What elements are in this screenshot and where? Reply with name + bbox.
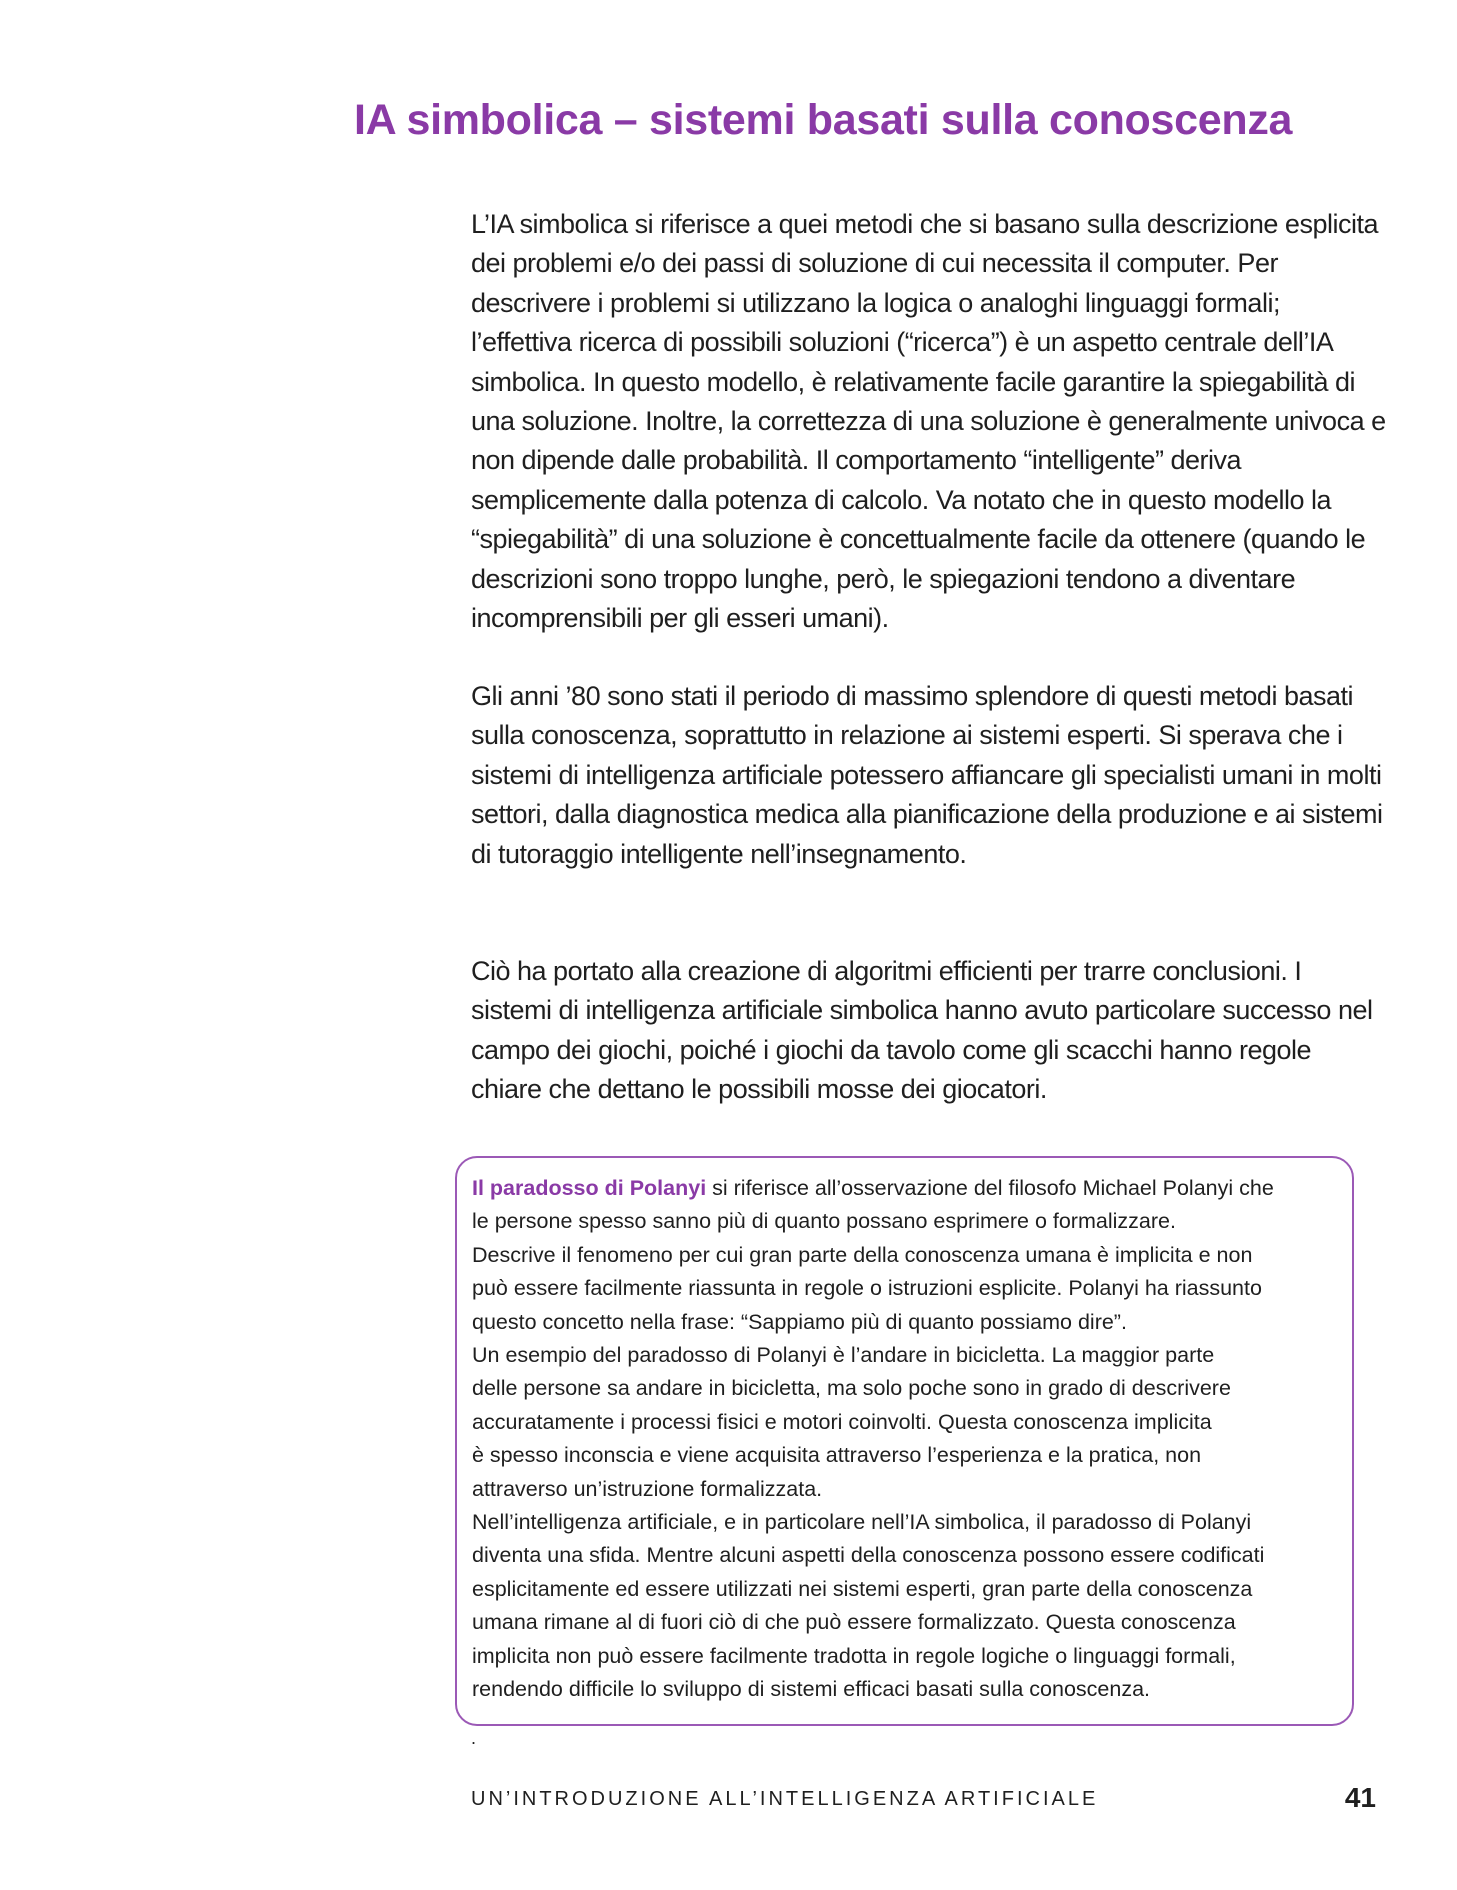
callout-line: accuratamente i processi fisici e motori coinvolti. Questa conoscenza implicita [472, 1409, 1212, 1434]
callout-line: le persone spesso sanno più di quanto possano esprimere o formalizzare. [472, 1209, 1176, 1234]
paragraph-games: Ciò ha portato alla creazione di algoritmi efficienti per trarre conclusioni. I sistemi di intelligenza artificiale simbolica hanno avuto particolare successo nel campo dei giochi, poiché i giochi da tavolo come gli scacchi hanno regole chiare che dettano le possibili mosse dei giocatori. [471, 956, 1373, 1105]
callout-line: implicita non può essere facilmente tradotta in regole logiche o linguaggi formali, [472, 1643, 1236, 1668]
page-number: 41 [1344, 1782, 1376, 1813]
paragraph-eighties: Gli anni ’80 sono stati il periodo di massimo splendore di questi metodi basati sulla conoscenza, soprattutto in relazione ai sistemi esperti. Si sperava che i sistemi di intelligenza artificiale potessero affiancare gli specialisti umani in molti settori, dalla diagnostica medica alla pianificazione della produzione e ai sistemi di tutoraggio intelligente nell’insegnamento. [471, 681, 1383, 869]
callout-line: diventa una sfida. Mentre alcuni aspetti della conoscenza possono essere codificati [472, 1543, 1265, 1568]
callout-line: attraverso un’istruzione formalizzata. [472, 1476, 823, 1501]
callout-text [472, 1172, 1352, 1707]
page-title: IA simbolica – sistemi basati sulla conoscenza [354, 96, 1293, 144]
stray-mark: . [471, 1728, 477, 1748]
callout-line: è spesso inconscia e viene acquisita attraverso l’esperienza e la pratica, non [472, 1443, 1202, 1468]
paragraph-symbolic-ai: L’IA simbolica si riferisce a quei metodi che si basano sulla descrizione esplicita dei problemi e/o dei passi di soluzione di cui necessita il computer. Per descrivere i problemi si utilizzano la logica o analoghi linguaggi formali; l’effettiva ricerca di possibili soluzioni (“ricerca”) è un aspetto centrale dell’IA simbolica. In questo modello, è relativamente facile garantire la spiegabilità di una soluzione. Inoltre, la correttezza di una soluzione è generalmente univoca e non dipende dalle probabilità. Il comportamento “intelligente” deriva semplicemente dalla potenza di calcolo. Va notato che in questo modello la “spiegabilità” di una soluzione è concettualmente facile da ottenere (quando le descrizioni sono troppo lunghe, però, le spiegazioni tendono a diventare incomprensibili per gli esseri umani). [471, 209, 1386, 634]
callout-line: può essere facilmente riassunta in regole o istruzioni esplicite. Polanyi ha riassunto [472, 1276, 1262, 1301]
callout-line: esplicitamente ed essere utilizzati nei sistemi esperti, gran parte della conoscenza [472, 1576, 1253, 1601]
callout-line: Descrive il fenomeno per cui gran parte della conoscenza umana è implicita e non [472, 1242, 1253, 1267]
callout-line: Un esempio del paradosso di Polanyi è l’andare in bicicletta. La maggior parte [472, 1343, 1215, 1368]
callout-line: Nell’intelligenza artificiale, e in particolare nell’IA simbolica, il paradosso di Polanyi [472, 1510, 1252, 1535]
running-footer: UN’INTRODUZIONE ALL’INTELLIGENZA ARTIFICIALE [471, 1788, 1099, 1810]
callout-highlight-term: Il paradosso di Polanyi [472, 1176, 707, 1200]
callout-line: questo concetto nella frase: “Sappiamo più di quanto possiamo dire”. [472, 1309, 1127, 1334]
polanyi-paradox-callout [455, 1156, 1354, 1726]
callout-first-line [472, 1172, 1352, 1205]
callout-line: rendendo difficile lo sviluppo di sistemi efficaci basati sulla conoscenza. [472, 1677, 1151, 1702]
callout-line: delle persone sa andare in bicicletta, ma solo poche sono in grado di descrivere [472, 1376, 1231, 1401]
callout-line: umana rimane al di fuori ciò di che può essere formalizzato. Questa conoscenza [472, 1610, 1236, 1635]
callout-first-line-rest: si riferisce all’osservazione del filosofo Michael Polanyi che [706, 1176, 1274, 1200]
